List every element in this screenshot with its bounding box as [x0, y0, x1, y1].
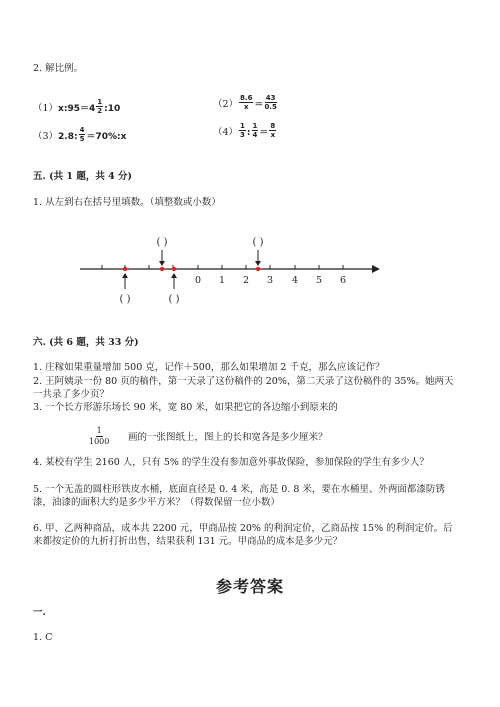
fraction-numerator: 1: [252, 122, 258, 130]
question-6-5: 5. 一个无盖的圆柱形铁皮水桶，底面直径是 0. 4 米，高是 0. 8 米，要在水桶里、外两面都漆防锈漆，油漆的面积大约是多少平方米？（得数保留一位小数）: [33, 484, 445, 508]
answer-bracket-bottom: ( ): [168, 294, 180, 305]
item-expression-tail: :10: [104, 104, 121, 114]
question-6-3-continued: 画的一张图纸上，图上的长和宽各是多少厘米？: [128, 432, 328, 443]
fraction-denominator: 3: [240, 131, 245, 139]
question-6-2: 2. 王阿姨录一份 80 页的稿件，第一天录了这份稿件的 20%，第二天录了这份稿件的 35%。她两天一共录了多少页？: [33, 376, 454, 400]
tick-label: 4: [291, 275, 299, 286]
fraction-denominator: 4: [252, 131, 258, 139]
tick-label: 1: [218, 275, 226, 286]
question-6-3-fraction: [88, 426, 110, 447]
answer-1: 1. C: [33, 632, 53, 643]
question-6-6: 6. 甲、乙两种商品，成本共 2200 元，甲商品按 20% 的利润定价，乙商品按 15% 的利润定价。后来都按定价的九折打折出售，结果获利 131 元。甲商品的成本是多少元？: [33, 523, 453, 547]
colon-sign: :: [246, 128, 251, 138]
fraction-numerator: 1: [240, 122, 245, 130]
proportion-item-4: [213, 120, 277, 139]
question-6-3: 3. 一个长方形游乐场长 90 米，宽 80 米，如果把它的各边缩小到原来的: [33, 402, 338, 413]
fraction-denominator: 0.5: [264, 103, 277, 111]
answer-bracket-top: ( ): [156, 237, 168, 248]
item-label: （1）: [33, 103, 59, 114]
tick-label: 3: [266, 275, 274, 286]
tick-label: 2: [242, 275, 250, 286]
equals-sign: ＝: [259, 128, 269, 138]
answers-part-1: 一.: [33, 607, 46, 618]
item-expression: x:95＝4: [58, 104, 96, 114]
section-6-heading: 六. (共 6 题，共 33 分): [33, 337, 139, 348]
question-6-1: 1. 庄稼如果重量增加 500 克，记作＋500，那么如果增加 2 千克，那么应该记作？: [33, 362, 385, 373]
section-2-heading: 2. 解比例。: [33, 63, 84, 74]
item-expression-tail: ＝70%:x: [86, 132, 127, 142]
arrow-head-icon: [372, 265, 380, 273]
fraction-denominator: x: [243, 103, 249, 111]
item-label: （4）: [213, 127, 239, 138]
fraction-numerator: 4: [79, 126, 85, 134]
fraction-numerator: 8: [270, 122, 276, 130]
fraction-denominator: 5: [79, 135, 85, 143]
fraction-denominator: 1000: [89, 437, 110, 446]
point-marker: [123, 267, 127, 271]
fraction-denominator: 2: [97, 107, 103, 115]
proportion-item-1: [33, 96, 120, 115]
answer-bracket-top: ( ): [252, 237, 264, 248]
item-label: （2）: [213, 99, 239, 110]
fraction-numerator: 1: [97, 98, 103, 106]
fraction-numerator: 43: [265, 94, 276, 102]
section-5-heading: 五. (共 1 题，共 4 分): [33, 171, 133, 182]
point-marker: [256, 267, 260, 271]
point-marker: [160, 267, 164, 271]
item-label: （3）: [33, 131, 59, 142]
item-expression: 2.8:: [58, 132, 78, 142]
answer-bracket-bottom: ( ): [119, 294, 131, 305]
fraction-denominator: x: [270, 131, 276, 139]
proportion-item-2: [213, 92, 278, 111]
equals-sign: ＝: [254, 100, 264, 110]
point-marker: [172, 267, 176, 271]
tick-label: 6: [339, 275, 347, 286]
proportion-item-3: [33, 124, 126, 143]
question-5-1: 1. 从左到右在括号里填数。（填整数或小数）: [33, 197, 221, 208]
answers-title: 参考答案: [216, 577, 285, 596]
fraction-numerator: 1: [96, 426, 102, 435]
fraction-numerator: 8.6: [240, 94, 253, 102]
tick-label: 0: [194, 275, 202, 286]
tick-label: 5: [315, 275, 323, 286]
question-6-4: 4. 某校有学生 2160 人，只有 5% 的学生没有参加意外事故保险，参加保险的学生有多少人？: [33, 457, 429, 468]
number-line: [70, 232, 390, 312]
